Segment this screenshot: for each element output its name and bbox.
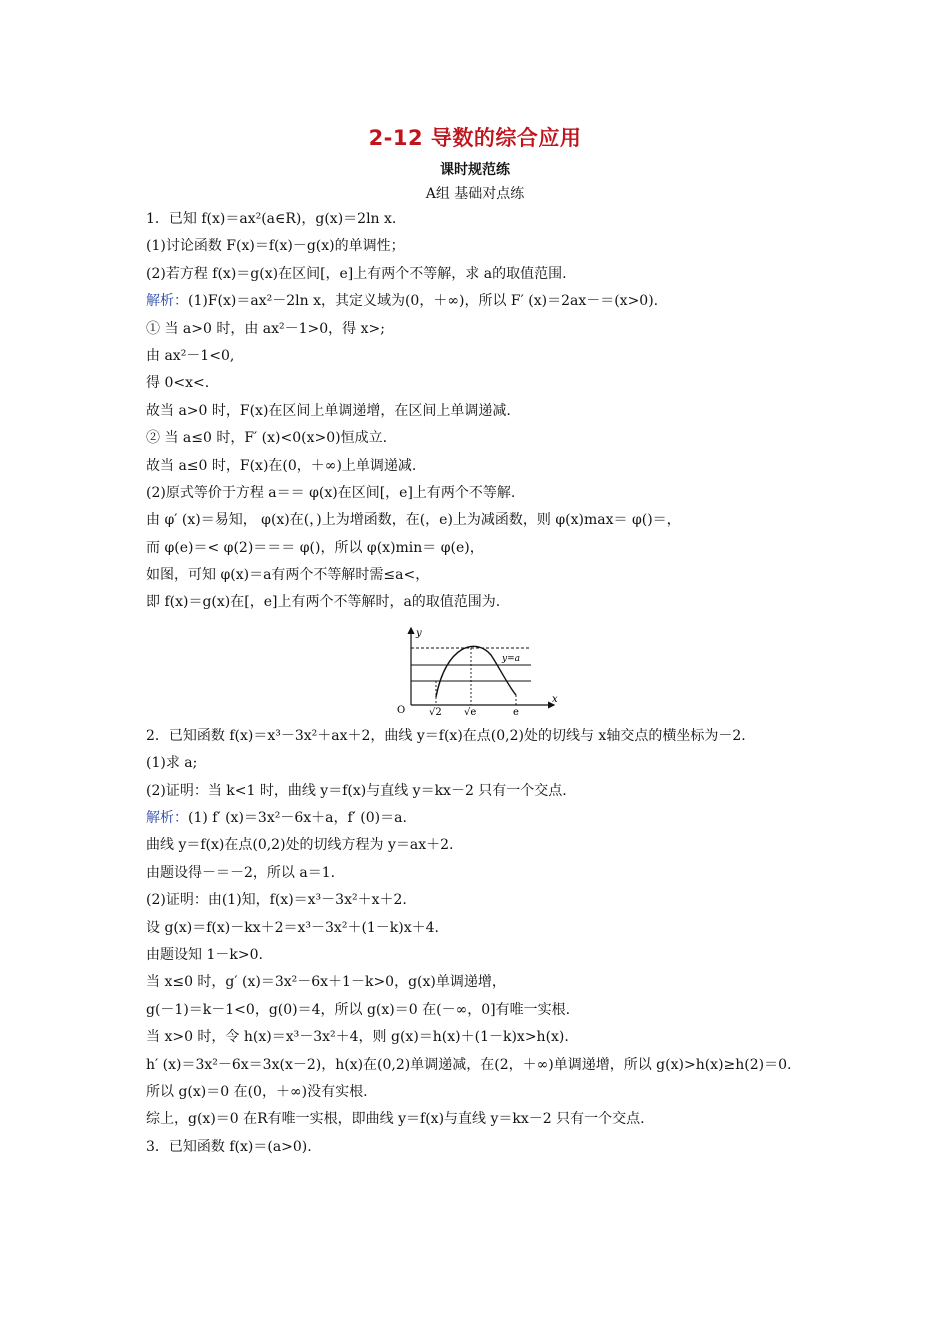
problem-2-part-2: (2)证明：当 k<1 时，曲线 y＝f(x)与直线 y＝kx－2 只有一个交点. bbox=[146, 782, 567, 799]
problem-1-statement: 1．已知 f(x)＝ax²(a∈R)，g(x)＝2ln x. bbox=[146, 211, 397, 227]
text-line: 综上，g(x)＝0 在R有唯一实根，即曲线 y＝f(x)与直线 y＝kx－2 只有一个交点. bbox=[146, 1111, 645, 1128]
document-body bbox=[146, 206, 806, 1161]
y-axis-label: y bbox=[416, 627, 422, 639]
section-subtitle: 课时规范练 bbox=[440, 162, 510, 178]
tick-label: e bbox=[513, 706, 519, 715]
text-line: 得 0<x<. bbox=[146, 375, 210, 392]
problem-1-part-1: (1)讨论函数 F(x)＝f(x)－g(x)的单调性； bbox=[146, 238, 405, 255]
solution-line bbox=[146, 805, 806, 832]
solution-text: (1)F(x)＝ax²－2ln x，其定义域为(0，＋∞)，所以 F′ (x)＝2ax－＝(x>0). bbox=[188, 293, 659, 310]
x-axis-label: x bbox=[552, 693, 558, 705]
text-line: 而 φ(e)＝< φ(2)＝＝＝ φ()，所以 φ(x)min＝ φ(e)， bbox=[146, 539, 484, 556]
problem-1-part-2: (2)若方程 f(x)＝g(x)在区间[，e]上有两个不等解，求 a的取值范围. bbox=[146, 265, 567, 282]
text-line: h′ (x)＝3x²－6x＝3x(x－2)，h(x)在(0,2)单调递减，在(2，＋∞)单调递增，所以 g(x)>h(x)≥h(2)＝0. bbox=[146, 1056, 792, 1073]
line-label: y=a bbox=[502, 653, 520, 664]
solution-text: (1) f′ (x)＝3x²－6x＋a，f′ (0)＝a. bbox=[188, 810, 407, 827]
text-line: 曲线 y＝f(x)在点(0,2)处的切线方程为 y＝ax＋2. bbox=[146, 837, 454, 854]
tick-label: √2 bbox=[429, 706, 442, 715]
problem-2-statement: 2．已知函数 f(x)＝x³－3x²＋ax＋2，曲线 y＝f(x)在点(0,2)处的切线与 x轴交点的横坐标为－2. bbox=[146, 727, 746, 744]
text-line: 即 f(x)＝g(x)在[，e]上有两个不等解时，a的取值范围为. bbox=[146, 594, 501, 611]
text-line: (2)证明：由(1)知，f(x)＝x³－3x²＋x＋2. bbox=[146, 892, 407, 909]
solution-label: 解析： bbox=[146, 810, 188, 827]
solution-line bbox=[146, 288, 806, 315]
text-line: g(－1)＝k－1<0，g(0)＝4，所以 g(x)＝0 在(－∞，0]有唯一实根. bbox=[146, 1001, 571, 1018]
text-line: ② 当 a≤0 时，F′ (x)<0(x>0)恒成立. bbox=[146, 430, 388, 447]
text-line: 当 x>0 时，令 h(x)＝x³－3x²＋4，则 g(x)＝h(x)＋(1－k)x>h(x). bbox=[146, 1029, 569, 1046]
text-line: ① 当 a>0 时，由 ax²－1>0，得 x>; bbox=[146, 320, 385, 337]
text-line: 所以 g(x)＝0 在(0，＋∞)没有实根. bbox=[146, 1083, 368, 1100]
text-line: 故当 a≤0 时，F(x)在(0，＋∞)上单调递减. bbox=[146, 457, 417, 474]
text-line: 设 g(x)＝f(x)－kx＋2＝x³－3x²＋(1－k)x＋4. bbox=[146, 919, 440, 936]
text-line: (2)原式等价于方程 a＝＝ φ(x)在区间[，e]上有两个不等解. bbox=[146, 484, 516, 501]
text-line: 由 φ′ (x)＝易知， φ(x)在(，)上为增函数，在(，e)上为减函数，则 φ(x)max＝ φ()＝， bbox=[146, 512, 681, 529]
tick-label: √e bbox=[464, 706, 477, 715]
text-line: 如图，可知 φ(x)＝a有两个不等解时需≤a<， bbox=[146, 567, 430, 584]
page-title: 2-12 导数的综合应用 bbox=[368, 126, 582, 150]
problem-2-part-1: (1)求 a; bbox=[146, 755, 198, 772]
text-line: 由 ax²－1<0, bbox=[146, 347, 235, 364]
origin-label: O bbox=[397, 704, 406, 715]
graph-svg bbox=[391, 625, 561, 715]
text-line: 由题设得－＝－2，所以 a＝1. bbox=[146, 864, 336, 881]
text-line: 由题设知 1－k>0. bbox=[146, 947, 263, 963]
problem-3-statement: 3．已知函数 f(x)＝(a>0). bbox=[146, 1138, 312, 1155]
text-line: 故当 a>0 时，F(x)在区间上单调递增，在区间上单调递减. bbox=[146, 402, 511, 419]
function-graph-figure bbox=[146, 625, 806, 721]
group-heading: A组 基础对点练 bbox=[425, 186, 525, 202]
solution-label: 解析： bbox=[146, 293, 188, 310]
text-line: 当 x≤0 时，g′ (x)＝3x²－6x＋1－k>0，g(x)单调递增， bbox=[146, 974, 506, 991]
